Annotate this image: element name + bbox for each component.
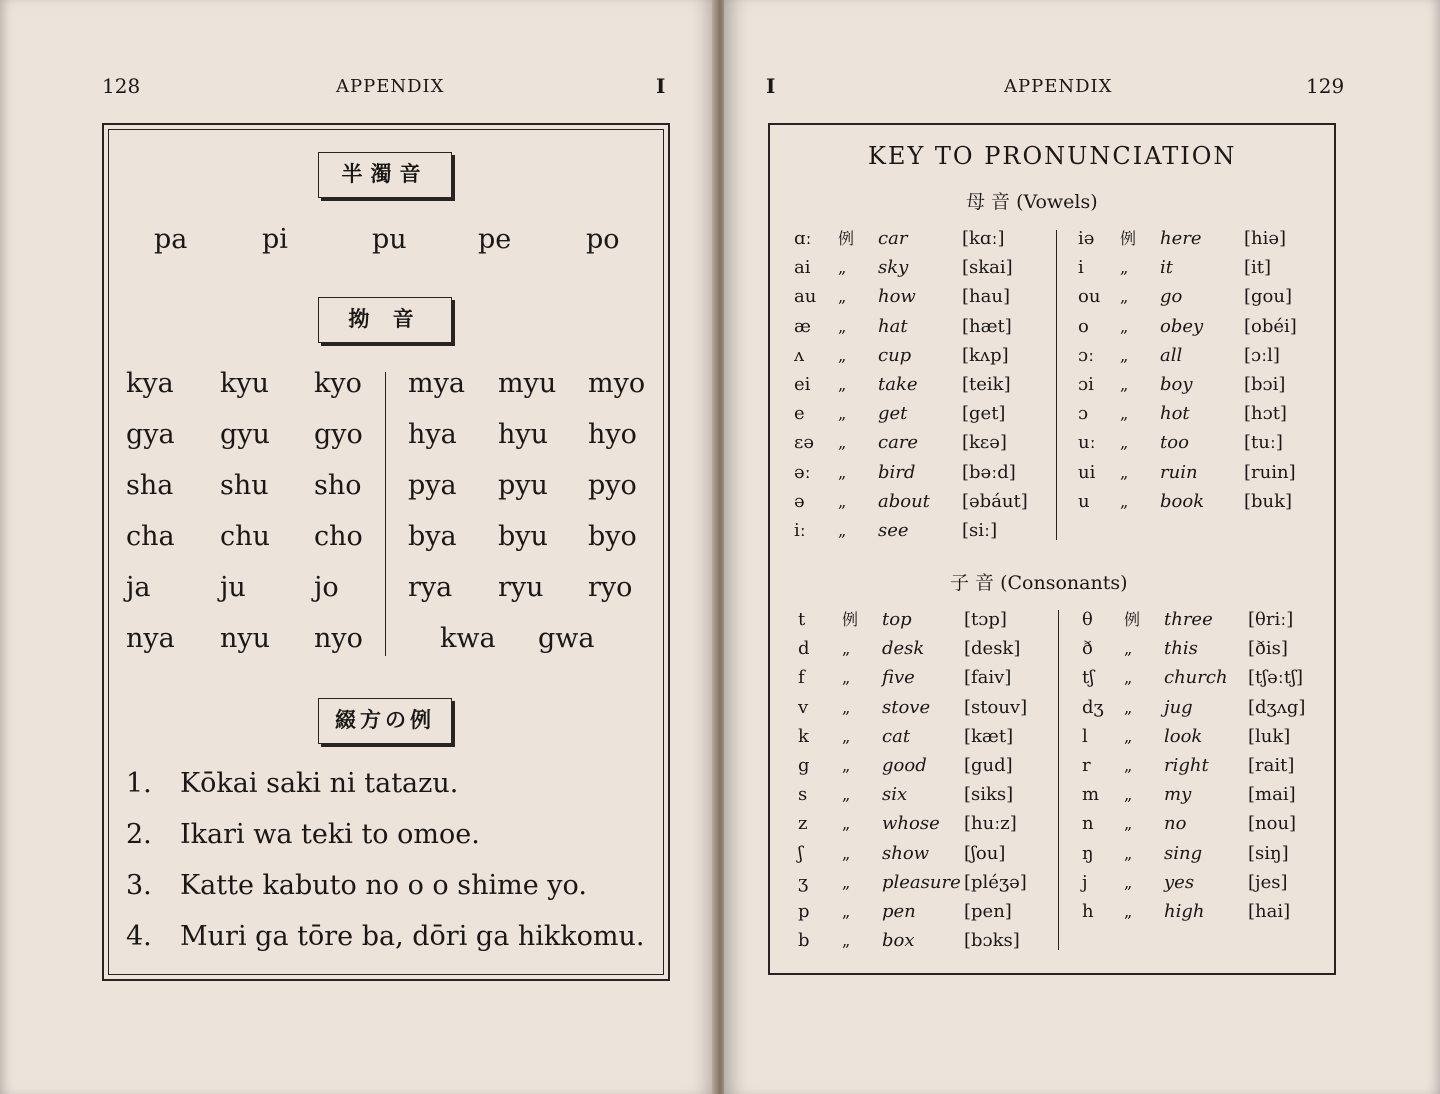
pronunciation-mark: „ — [838, 258, 847, 278]
pronunciation-mark: 例 — [1124, 610, 1141, 629]
youon-syllable: sha — [126, 470, 174, 501]
youon-syllable: ryo — [588, 572, 633, 603]
pronunciation-row — [0, 811, 1440, 837]
example-text: Muri ga tōre ba, dōri ga hikkomu. — [180, 921, 645, 952]
youon-syllable: ju — [220, 572, 246, 603]
youon-syllable: pyo — [588, 470, 637, 501]
pronunciation-sym: t — [798, 609, 806, 630]
pronunciation-word: no — [1164, 813, 1187, 835]
pronunciation-mark: „ — [838, 287, 847, 307]
pronunciation-mark: „ — [1124, 814, 1133, 834]
pronunciation-sym: r — [1082, 755, 1091, 776]
pronunciation-sym: o — [1078, 315, 1089, 337]
pronunciation-word: get — [878, 403, 908, 425]
section-numeral-right: I — [766, 74, 776, 98]
pronunciation-word: yes — [1164, 871, 1195, 893]
pronunciation-mark: 例 — [842, 610, 859, 629]
pronunciation-sym: v — [798, 696, 809, 718]
pronunciation-row — [0, 753, 1440, 779]
pronunciation-sym: h — [1082, 901, 1094, 922]
pronunciation-word: ruin — [1160, 461, 1198, 483]
page-header-right: APPENDIX — [1004, 76, 1113, 97]
pronunciation-sym: ð — [1082, 638, 1093, 660]
pronunciation-ipa: [hai] — [1248, 901, 1291, 922]
youon-syllable: gya — [126, 419, 175, 450]
pronunciation-sym: ɔ — [1078, 403, 1089, 425]
pronunciation-mark: 例 — [838, 229, 855, 248]
key-title: KEY TO PRONUNCIATION — [868, 142, 1237, 170]
pronunciation-ipa: [mai] — [1248, 784, 1296, 806]
pronunciation-sym: z — [798, 813, 808, 835]
pronunciation-sym: l — [1082, 725, 1088, 747]
example-number: 4. — [126, 921, 152, 952]
pronunciation-mark: „ — [838, 521, 847, 540]
pronunciation-word: sing — [1164, 842, 1203, 864]
pronunciation-word: go — [1160, 286, 1183, 308]
pronunciation-mark: „ — [842, 902, 851, 921]
pronunciation-word: pen — [882, 901, 916, 922]
pronunciation-mark: 例 — [1120, 229, 1137, 248]
pronunciation-sym: iː — [794, 520, 806, 541]
pronunciation-word: bird — [878, 461, 916, 483]
pronunciation-ipa: [luk] — [1248, 725, 1291, 747]
pronunciation-mark: „ — [1124, 639, 1133, 659]
pronunciation-word: sky — [878, 257, 909, 279]
pronunciation-sym: æ — [794, 315, 811, 337]
pronunciation-mark: „ — [842, 843, 851, 863]
pronunciation-mark: „ — [838, 433, 847, 453]
pronunciation-word: six — [882, 784, 908, 806]
pronunciation-word: my — [1164, 784, 1192, 806]
youon-syllable: jo — [314, 572, 339, 603]
youon-syllable: pyu — [498, 470, 548, 501]
youon-syllable: rya — [408, 572, 453, 603]
handakuon-syllable: pu — [372, 224, 407, 255]
pronunciation-mark: „ — [1120, 345, 1129, 365]
pronunciation-mark: „ — [842, 697, 851, 717]
pronunciation-word: good — [882, 755, 927, 776]
pronunciation-row — [0, 636, 1440, 662]
pronunciation-word: take — [878, 374, 918, 395]
youon-syllable: byu — [498, 521, 548, 552]
pronunciation-ipa: [obéi] — [1244, 315, 1297, 337]
pronunciation-sym: ɛə — [794, 432, 814, 454]
pronunciation-sym: m — [1082, 784, 1100, 806]
pronunciation-word: box — [882, 930, 915, 952]
pronunciation-word: right — [1164, 755, 1209, 776]
pronunciation-mark: „ — [838, 316, 847, 336]
pronunciation-sym: ə — [794, 490, 805, 512]
pronunciation-ipa: [kɑː] — [962, 228, 1005, 249]
youon-syllable: kyu — [220, 368, 270, 399]
pronunciation-sym: ʌ — [794, 344, 805, 366]
pronunciation-sym: f — [798, 667, 805, 689]
pronunciation-sym: p — [798, 901, 810, 922]
youon-syllable: gwa — [538, 623, 595, 654]
youon-syllable: myo — [588, 368, 646, 399]
handakuon-syllable: pa — [154, 224, 188, 255]
pronunciation-word: cup — [878, 344, 912, 366]
page-number-left: 128 — [102, 74, 141, 98]
pronunciation-word: how — [878, 286, 916, 308]
pronunciation-word: see — [878, 520, 909, 541]
pronunciation-word: desk — [882, 638, 925, 660]
pronunciation-ipa: [siks] — [964, 784, 1014, 806]
pronunciation-ipa: [desk] — [964, 638, 1021, 660]
pronunciation-mark: „ — [1124, 843, 1133, 863]
pronunciation-word: here — [1160, 228, 1202, 249]
pronunciation-ipa: [siː] — [962, 520, 998, 541]
pronunciation-mark: „ — [1120, 404, 1129, 424]
pronunciation-row — [0, 870, 1440, 896]
pronunciation-sym: k — [798, 725, 809, 747]
pronunciation-mark: „ — [1120, 433, 1129, 453]
youon-syllable: cha — [126, 521, 175, 552]
pronunciation-word: show — [882, 842, 930, 864]
pronunciation-mark: „ — [842, 726, 851, 746]
pronunciation-mark: „ — [838, 491, 847, 511]
youon-syllable: cho — [314, 521, 363, 552]
pronunciation-ipa: [ɔːl] — [1244, 344, 1280, 366]
pronunciation-sym: j — [1082, 871, 1088, 893]
youon-syllable: byo — [588, 521, 637, 552]
pronunciation-mark: „ — [842, 931, 851, 951]
pronunciation-mark: „ — [842, 814, 851, 834]
pronunciation-ipa: [ðis] — [1248, 638, 1288, 660]
youon-syllable: ryu — [498, 572, 544, 603]
pronunciation-row — [0, 518, 1440, 544]
handakuon-syllable: pi — [262, 224, 288, 255]
pronunciation-mark: „ — [1124, 697, 1133, 717]
pronunciation-mark: „ — [1124, 668, 1133, 688]
pronunciation-row — [0, 928, 1440, 954]
pronunciation-mark: „ — [1120, 316, 1129, 336]
example-number: 2. — [126, 819, 152, 850]
pronunciation-word: cat — [882, 725, 911, 747]
pronunciation-sym: u — [1078, 490, 1090, 512]
youon-syllable: shu — [220, 470, 269, 501]
pronunciation-word: hot — [1160, 403, 1190, 425]
pronunciation-ipa: [tɔp] — [964, 609, 1007, 630]
pronunciation-ipa: [gou] — [1244, 286, 1292, 308]
vowels-label: 母 音 (Vowels) — [966, 191, 1098, 213]
pronunciation-word: car — [878, 228, 908, 249]
pronunciation-sym: au — [794, 286, 817, 308]
pronunciation-mark: „ — [1124, 872, 1133, 892]
pronunciation-word: look — [1164, 725, 1203, 747]
example-number: 3. — [126, 870, 152, 901]
pronunciation-mark: „ — [838, 462, 847, 482]
page-header-left: APPENDIX — [336, 76, 445, 97]
pronunciation-sym: ʃ — [798, 842, 803, 864]
pronunciation-sym: i — [1078, 257, 1084, 279]
handakuon-label: 半濁音 — [318, 152, 452, 198]
pronunciation-ipa: [stouv] — [964, 696, 1028, 718]
consonants-label: 子 音 (Consonants) — [950, 572, 1128, 594]
pronunciation-ipa: [huːz] — [964, 813, 1017, 835]
youon-syllable: hya — [408, 419, 457, 450]
youon-syllable: nyo — [314, 623, 363, 654]
pronunciation-sym: g — [798, 755, 810, 776]
pronunciation-word: high — [1164, 901, 1205, 922]
youon-syllable: chu — [220, 521, 270, 552]
pronunciation-ipa: [get] — [962, 403, 1006, 425]
pronunciation-row — [0, 665, 1440, 691]
pronunciation-row — [0, 607, 1440, 633]
page-number-right: 129 — [1306, 74, 1345, 98]
pronunciation-row — [0, 401, 1440, 427]
pronunciation-ipa: [pléʒə] — [964, 871, 1027, 893]
pronunciation-sym: θ — [1082, 609, 1093, 630]
pronunciation-row — [0, 284, 1440, 310]
pronunciation-sym: ai — [794, 257, 811, 279]
pronunciation-row — [0, 430, 1440, 456]
pronunciation-mark: „ — [842, 668, 851, 688]
pronunciation-sym: e — [794, 403, 805, 425]
youon-syllable: ja — [126, 572, 151, 603]
pronunciation-mark: „ — [1120, 462, 1129, 482]
handakuon-syllable: po — [586, 224, 620, 255]
pronunciation-row — [0, 314, 1440, 340]
youon-syllable: gyu — [220, 419, 270, 450]
pronunciation-sym: iə — [1078, 228, 1095, 249]
pronunciation-ipa: [hɔt] — [1244, 403, 1287, 425]
pronunciation-word: top — [882, 609, 912, 630]
pronunciation-ipa: [dʒʌg] — [1248, 696, 1306, 718]
pronunciation-row — [0, 489, 1440, 515]
pronunciation-row — [0, 255, 1440, 281]
pronunciation-word: book — [1160, 490, 1205, 512]
handakuon-syllable: pe — [478, 224, 512, 255]
youon-syllable: pya — [408, 470, 457, 501]
pronunciation-sym: b — [798, 930, 810, 952]
youon-syllable: sho — [314, 470, 362, 501]
pronunciation-sym: ɑː — [794, 228, 812, 249]
pronunciation-sym: tʃ — [1082, 667, 1095, 689]
pronunciation-sym: ui — [1078, 461, 1096, 483]
youon-syllable: bya — [408, 521, 457, 552]
youon-syllable: myu — [498, 368, 557, 399]
pronunciation-sym: n — [1082, 813, 1094, 835]
pronunciation-ipa: [rait] — [1248, 755, 1295, 776]
pronunciation-mark: „ — [838, 404, 847, 424]
pronunciation-ipa: [əbáut] — [962, 490, 1028, 512]
youon-syllable: hyu — [498, 419, 549, 450]
pronunciation-word: care — [878, 432, 919, 454]
pronunciation-mark: „ — [842, 872, 851, 892]
pronunciation-ipa: [bɔi] — [1244, 374, 1286, 395]
pronunciation-sym: ei — [794, 374, 811, 395]
pronunciation-row — [0, 372, 1440, 398]
pronunciation-row — [0, 724, 1440, 750]
pronunciation-sym: ŋ — [1082, 842, 1094, 864]
pronunciation-mark: „ — [1120, 491, 1129, 511]
youon-label: 拗 音 — [318, 297, 452, 343]
pronunciation-word: pleasure — [882, 871, 961, 893]
pronunciation-mark: „ — [1124, 756, 1133, 775]
pronunciation-mark: „ — [842, 785, 851, 805]
pronunciation-row — [0, 226, 1440, 252]
pronunciation-ipa: [siŋ] — [1248, 842, 1289, 864]
pronunciation-word: all — [1160, 344, 1183, 366]
pronunciation-row — [0, 782, 1440, 808]
youon-syllable: kyo — [314, 368, 362, 399]
pronunciation-word: jug — [1164, 696, 1193, 718]
pronunciation-ipa: [tuː] — [1244, 432, 1283, 454]
pronunciation-ipa: [hiə] — [1244, 228, 1287, 249]
pronunciation-sym: ʒ — [798, 871, 809, 893]
pronunciation-word: too — [1160, 432, 1189, 454]
pronunciation-mark: „ — [1124, 726, 1133, 746]
section-numeral-left: I — [656, 74, 666, 98]
pronunciation-mark: „ — [1120, 287, 1129, 307]
pronunciation-ipa: [bɔks] — [964, 930, 1020, 952]
pronunciation-mark: „ — [1120, 375, 1129, 394]
example-text: Katte kabuto no o o shime yo. — [180, 870, 587, 901]
pronunciation-mark: „ — [842, 639, 851, 659]
pronunciation-sym: ɔː — [1078, 344, 1095, 366]
pronunciation-ipa: [hau] — [962, 286, 1010, 308]
pronunciation-word: this — [1164, 638, 1198, 660]
pronunciation-mark: „ — [838, 345, 847, 365]
pronunciation-word: church — [1164, 667, 1228, 689]
examples-label: 綴方の例 — [318, 698, 452, 744]
pronunciation-word: whose — [882, 813, 940, 835]
pronunciation-word: boy — [1160, 374, 1193, 395]
youon-syllable: mya — [408, 368, 465, 399]
pronunciation-row — [0, 695, 1440, 721]
pronunciation-row — [0, 841, 1440, 867]
pronunciation-ipa: [jes] — [1248, 871, 1288, 893]
pronunciation-ipa: [ʃou] — [964, 842, 1006, 864]
pronunciation-word: about — [878, 490, 930, 512]
pronunciation-ipa: [pen] — [964, 901, 1012, 922]
pronunciation-word: stove — [882, 696, 931, 718]
example-text: Kōkai saki ni tatazu. — [180, 768, 459, 799]
pronunciation-row — [0, 343, 1440, 369]
pronunciation-ipa: [buk] — [1244, 490, 1293, 512]
example-text: Ikari wa teki to omoe. — [180, 819, 480, 850]
pronunciation-word: it — [1160, 257, 1173, 279]
pronunciation-sym: s — [798, 784, 808, 806]
pronunciation-row — [0, 460, 1440, 486]
pronunciation-sym: d — [798, 638, 810, 660]
pronunciation-mark: „ — [838, 375, 847, 394]
pronunciation-ipa: [hæt] — [962, 315, 1012, 337]
pronunciation-sym: uː — [1078, 432, 1096, 454]
youon-syllable: kwa — [440, 623, 496, 654]
pronunciation-ipa: [it] — [1244, 257, 1272, 279]
pronunciation-ipa: [kæt] — [964, 725, 1014, 747]
pronunciation-ipa: [θriː] — [1248, 609, 1294, 630]
pronunciation-word: three — [1164, 609, 1213, 630]
pronunciation-ipa: [ruin] — [1244, 461, 1296, 483]
pronunciation-ipa: [nou] — [1248, 813, 1297, 835]
pronunciation-mark: „ — [1124, 902, 1133, 921]
pronunciation-ipa: [teik] — [962, 374, 1011, 395]
pronunciation-word: hat — [878, 315, 908, 337]
pronunciation-ipa: [skai] — [962, 257, 1013, 279]
pronunciation-sym: dʒ — [1082, 696, 1104, 718]
example-number: 1. — [126, 768, 152, 799]
youon-syllable: nya — [126, 623, 175, 654]
pronunciation-word: five — [882, 667, 915, 689]
youon-syllable: kya — [126, 368, 174, 399]
youon-syllable: gyo — [314, 419, 363, 450]
pronunciation-ipa: [tʃəːtʃ] — [1248, 667, 1304, 689]
pronunciation-sym: ou — [1078, 286, 1101, 308]
pronunciation-ipa: [kɛə] — [962, 432, 1007, 454]
youon-syllable: nyu — [220, 623, 271, 654]
pronunciation-sym: ɔi — [1078, 374, 1094, 395]
pronunciation-word: obey — [1160, 315, 1204, 337]
pronunciation-sym: əː — [794, 461, 811, 483]
pronunciation-mark: „ — [842, 756, 851, 775]
pronunciation-ipa: [bəːd] — [962, 461, 1016, 483]
pronunciation-mark: „ — [1124, 785, 1133, 805]
pronunciation-ipa: [gud] — [964, 755, 1013, 776]
youon-syllable: hyo — [588, 419, 637, 450]
pronunciation-row — [0, 899, 1440, 925]
pronunciation-mark: „ — [1120, 258, 1129, 278]
pronunciation-ipa: [faiv] — [964, 667, 1012, 689]
pronunciation-ipa: [kʌp] — [962, 344, 1009, 366]
